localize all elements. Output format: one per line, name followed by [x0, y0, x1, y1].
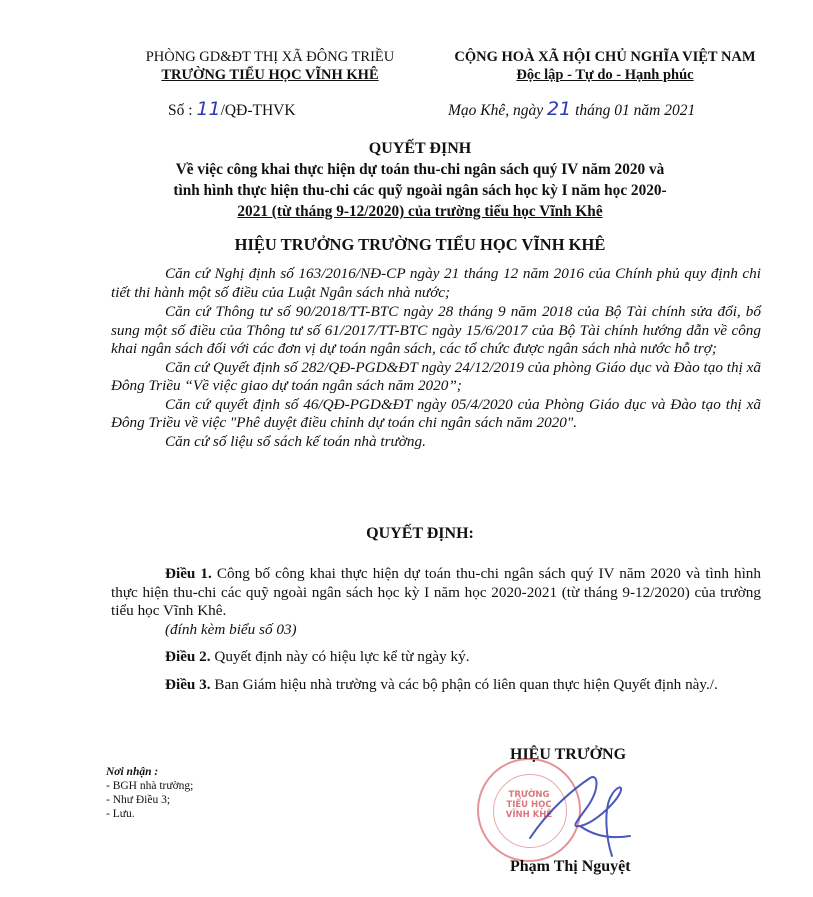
legal-basis: Căn cứ Quyết định số 282/QĐ-PGD&ĐT ngày 24/12/2019 của phòng Giáo dục và Đào tạo thị xã Đông Triều “Về việc giao dự toán ngân sách năm 2020”; — [111, 358, 761, 394]
date-line: Mạo Khê, ngày 21 tháng 01 năm 2021 — [448, 98, 696, 120]
recipient-item: - BGH nhà trường; — [106, 780, 194, 792]
handwritten-day: 21 — [547, 98, 572, 120]
subject-line-3: 2021 (từ tháng 9-12/2020) của trường tiểu học Vĩnh Khê — [237, 203, 603, 220]
article: Điều 2. Quyết định này có hiệu lực kể từ ngày ký. — [165, 648, 470, 665]
title-block — [90, 138, 750, 222]
handwritten-signature — [520, 768, 650, 868]
recipient-item: - Lưu. — [106, 808, 135, 820]
stamp-text: TRƯỜNG TIỂU HỌC VĨNH KHÊ — [505, 790, 553, 820]
subject-line-2: tình hình thực hiện thu-chi các quỹ ngoài ngân sách học kỳ I năm học 2020- — [173, 182, 667, 199]
article: Điều 1. Công bố công khai thực hiện dự toán thu-chi ngân sách quý IV năm 2020 và tình hình thực hiện thu-chi các quỹ ngoài ngân sách học kỳ I năm học 2020-2021 (từ tháng 9-12/2020) của trường tiểu học Vĩnh Khê. — [111, 565, 761, 619]
article: Điều 3. Ban Giám hiệu nhà trường và các bộ phận có liên quan thực hiện Quyết định này./. — [165, 675, 718, 693]
recipients-heading: Nơi nhận : — [106, 766, 159, 778]
issuing-department: PHÒNG GD&ĐT THỊ XÃ ĐÔNG TRIỀU — [145, 49, 395, 65]
legal-bases — [111, 265, 761, 451]
articles — [111, 565, 761, 694]
legal-basis: Căn cứ số liệu sổ sách kế toán nhà trường. — [165, 432, 426, 450]
signer-name: Phạm Thị Nguyệt — [510, 858, 631, 875]
legal-basis: Căn cứ Nghị định số 163/2016/NĐ-CP ngày 21 tháng 12 năm 2016 của Chính phủ quy định chi tiết thi hành một số điều của Luật Ngân sách nhà nước; — [111, 265, 761, 301]
document-number: Số : 11/QĐ-THVK — [168, 98, 296, 120]
attachment-note: (đính kèm biểu số 03) — [165, 620, 297, 638]
decision-heading: QUYẾT ĐỊNH: — [366, 525, 474, 542]
country-name: CỘNG HOÀ XÃ HỘI CHỦ NGHĨA VIỆT NAM — [454, 49, 756, 65]
recipient-item: - Như Điều 3; — [106, 794, 171, 806]
legal-basis: Căn cứ Thông tư số 90/2018/TT-BTC ngày 28 tháng 9 năm 2018 của Bộ Tài chính sửa đổi, bổ sung một số điều của Thông tư số 61/2017/TT-BTC ngày 15/6/2017 của Bộ Tài chính hướng dẫn về công khai ngân sách đối với các đơn vị dự toán ngân sách, các tổ chức được ngân sách nhà nước hỗ trợ; — [111, 303, 761, 357]
document-heading: QUYẾT ĐỊNH — [368, 140, 472, 157]
handwritten-number: 11 — [196, 98, 221, 120]
national-motto — [440, 48, 770, 84]
motto: Độc lập - Tự do - Hạnh phúc — [516, 67, 694, 83]
issuing-school: TRƯỜNG TIỂU HỌC VĨNH KHÊ — [161, 67, 379, 83]
subject-line-1: Về việc công khai thực hiện dự toán thu-chi ngân sách quý IV năm 2020 và — [175, 161, 665, 178]
issuing-office — [110, 48, 430, 84]
recipients — [106, 765, 193, 821]
legal-basis: Căn cứ quyết định số 46/QĐ-PGD&ĐT ngày 05/4/2020 của Phòng Giáo dục và Đào tạo thị xã Đông Triều về việc "Phê duyệt điều chỉnh dự toán chi ngân sách năm 2020". — [111, 395, 761, 431]
issuing-authority: HIỆU TRƯỞNG TRƯỜNG TIỂU HỌC VĨNH KHÊ — [234, 235, 606, 254]
signer-position: HIỆU TRƯỞNG — [510, 746, 627, 763]
